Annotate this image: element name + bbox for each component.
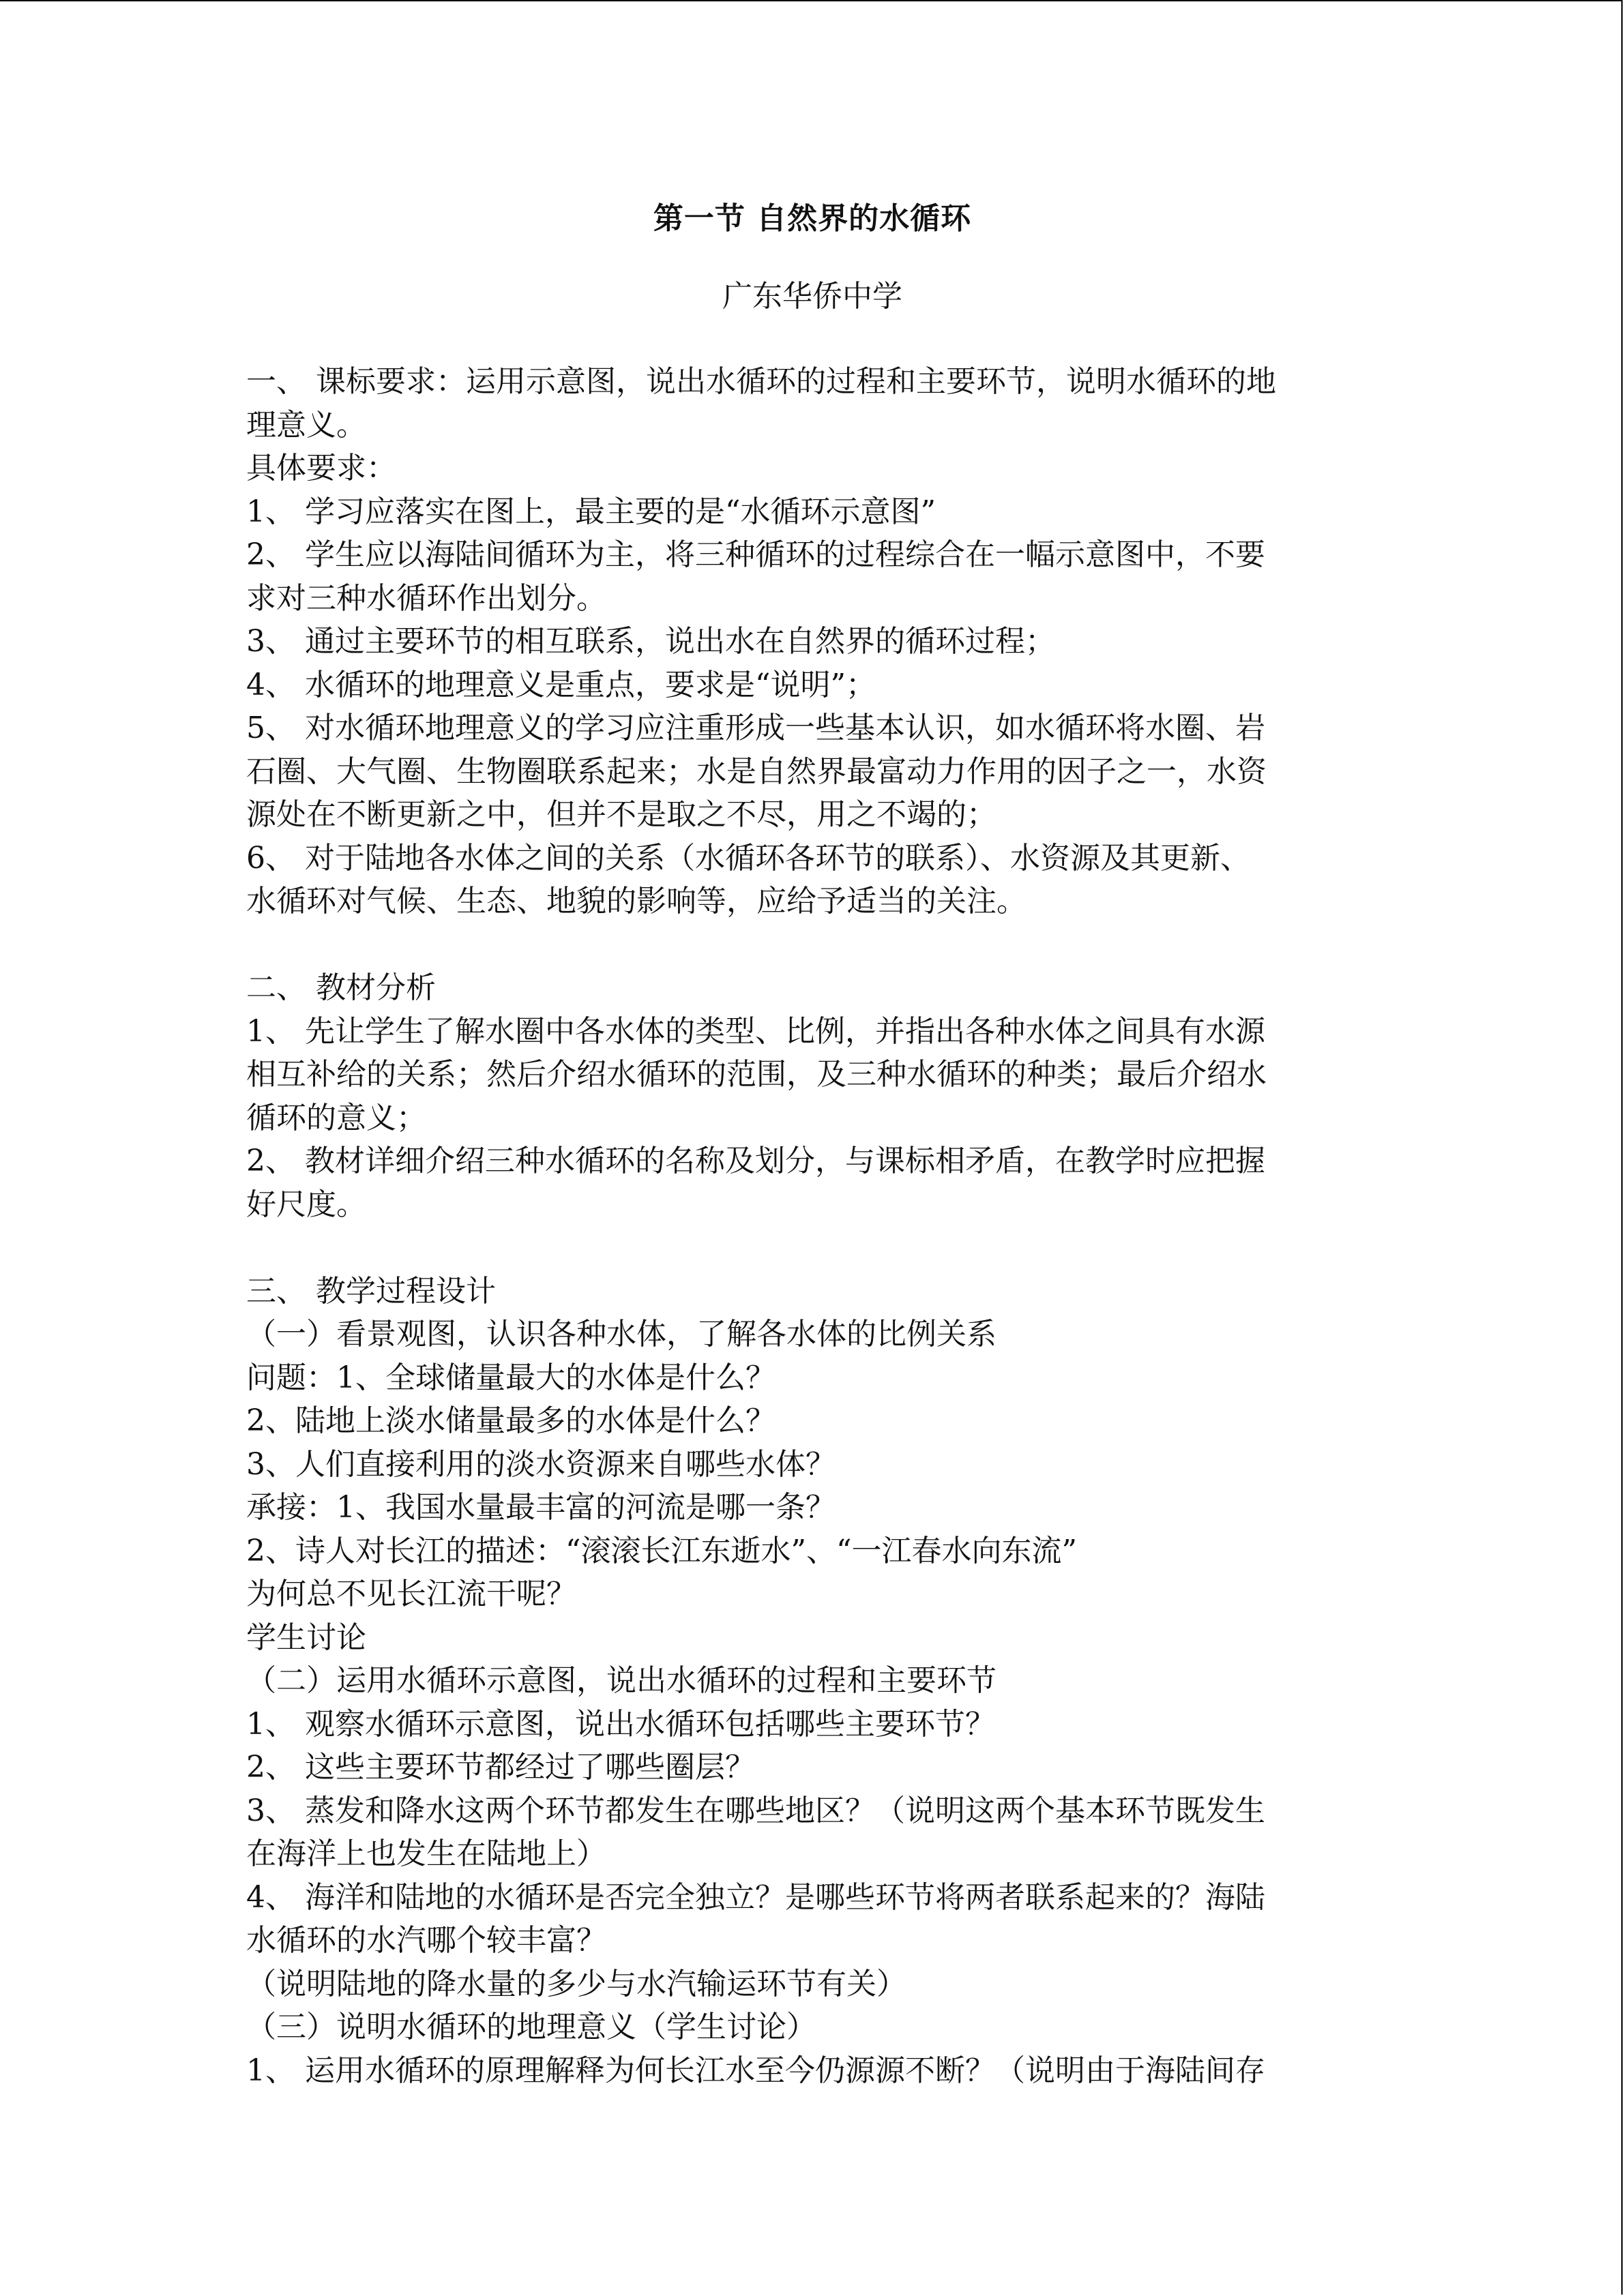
text-line: 具体要求： <box>246 451 396 486</box>
text-line: 理意义。 <box>246 407 366 443</box>
blank-line <box>246 1226 1378 1270</box>
text-line: （三）说明水循环的地理意义（学生讨论） <box>246 2010 816 2044</box>
text-line: 2、 教材详细介绍三种水循环的名称及划分，与课标相矛盾，在教学时应把握 <box>246 1144 1265 1178</box>
document-author: 广东华侨中学 <box>722 279 902 314</box>
text-line: 4、 海洋和陆地的水循环是否完全独立？是哪些环节将两者联系起来的？海陆 <box>246 1879 1265 1915</box>
text-line: 1、 先让学生了解水圈中各水体的类型、比例，并指出各种水体之间具有水源 <box>246 1013 1265 1049</box>
blank-line <box>246 923 1378 967</box>
text-line: 循环的意义； <box>246 1100 426 1135</box>
text-line: 6、 对于陆地各水体之间的关系（水循环各环节的联系）、水资源及其更新、 <box>246 840 1250 876</box>
document-title: 第一节 自然界的水循环 <box>653 201 972 236</box>
text-line: 求对三种水循环作出划分。 <box>246 580 606 616</box>
text-line: 二、 教材分析 <box>246 970 436 1005</box>
text-line: 水循环对气候、生态、地貌的影响等，应给予适当的关注。 <box>246 884 1027 919</box>
text-line: 一、 课标要求：运用示意图，说出水循环的过程和主要环节，说明水循环的地 <box>246 364 1276 399</box>
text-line: 承接：1、我国水量最丰富的河流是哪一条？ <box>246 1490 836 1525</box>
text-line: 源处在不断更新之中，但并不是取之不尽，用之不竭的； <box>246 797 996 832</box>
document-lines <box>246 360 1378 2092</box>
text-line: 1、 观察水循环示意图，说出水循环包括哪些主要环节？ <box>246 1706 995 1742</box>
text-line: 好尺度。 <box>246 1187 366 1222</box>
text-line: 为何总不见长江流干呢？ <box>246 1577 576 1611</box>
text-line: 4、 水循环的地理意义是重点，要求是“说明”； <box>246 667 876 702</box>
text-line: 5、 对水循环地理意义的学习应注重形成一些基本认识，如水循环将水圈、岩 <box>246 711 1265 745</box>
text-line: 2、陆地上淡水储量最多的水体是什么？ <box>246 1403 776 1438</box>
text-line: 2、诗人对长江的描述：“滚滚长江东逝水”、“一江春水向东流” <box>246 1533 1077 1568</box>
text-line: 学生讨论 <box>246 1620 366 1655</box>
text-line: 三、 教学过程设计 <box>246 1273 496 1309</box>
text-line: 3、人们直接利用的淡水资源来自哪些水体？ <box>246 1446 836 1482</box>
text-line: 2、 这些主要环节都经过了哪些圈层？ <box>246 1750 755 1785</box>
text-line: （二）运用水循环示意图，说出水循环的过程和主要环节 <box>246 1663 996 1698</box>
text-line: （一）看景观图，认识各种水体，了解各水体的比例关系 <box>246 1317 996 1352</box>
text-line: （说明陆地的降水量的多少与水汽输运环节有关） <box>246 1966 906 2001</box>
text-line: 在海洋上也发生在陆地上） <box>246 1836 606 1871</box>
text-line: 1、 运用水循环的原理解释为何长江水至今仍源源不断？（说明由于海陆间存 <box>246 2053 1265 2088</box>
text-line: 水循环的水汽哪个较丰富？ <box>246 1923 606 1958</box>
text-line: 3、 蒸发和降水这两个环节都发生在哪些地区？（说明这两个基本环节既发生 <box>246 1793 1265 1828</box>
text-line: 1、 学习应落实在图上，最主要的是“水循环示意图” <box>246 494 936 529</box>
text-line: 相互补给的关系；然后介绍水循环的范围，及三种水循环的种类；最后介绍水 <box>246 1057 1267 1092</box>
text-line: 石圈、大气圈、生物圈联系起来；水是自然界最富动力作用的因子之一，水资 <box>246 754 1267 789</box>
document-body <box>246 190 1378 2092</box>
text-line: 问题：1、全球储量最大的水体是什么？ <box>246 1360 776 1395</box>
text-line: 3、 通过主要环节的相互联系，说出水在自然界的循环过程； <box>246 624 1055 659</box>
text-line: 2、 学生应以海陆间循环为主，将三种循环的过程综合在一幅示意图中，不要 <box>246 537 1265 572</box>
